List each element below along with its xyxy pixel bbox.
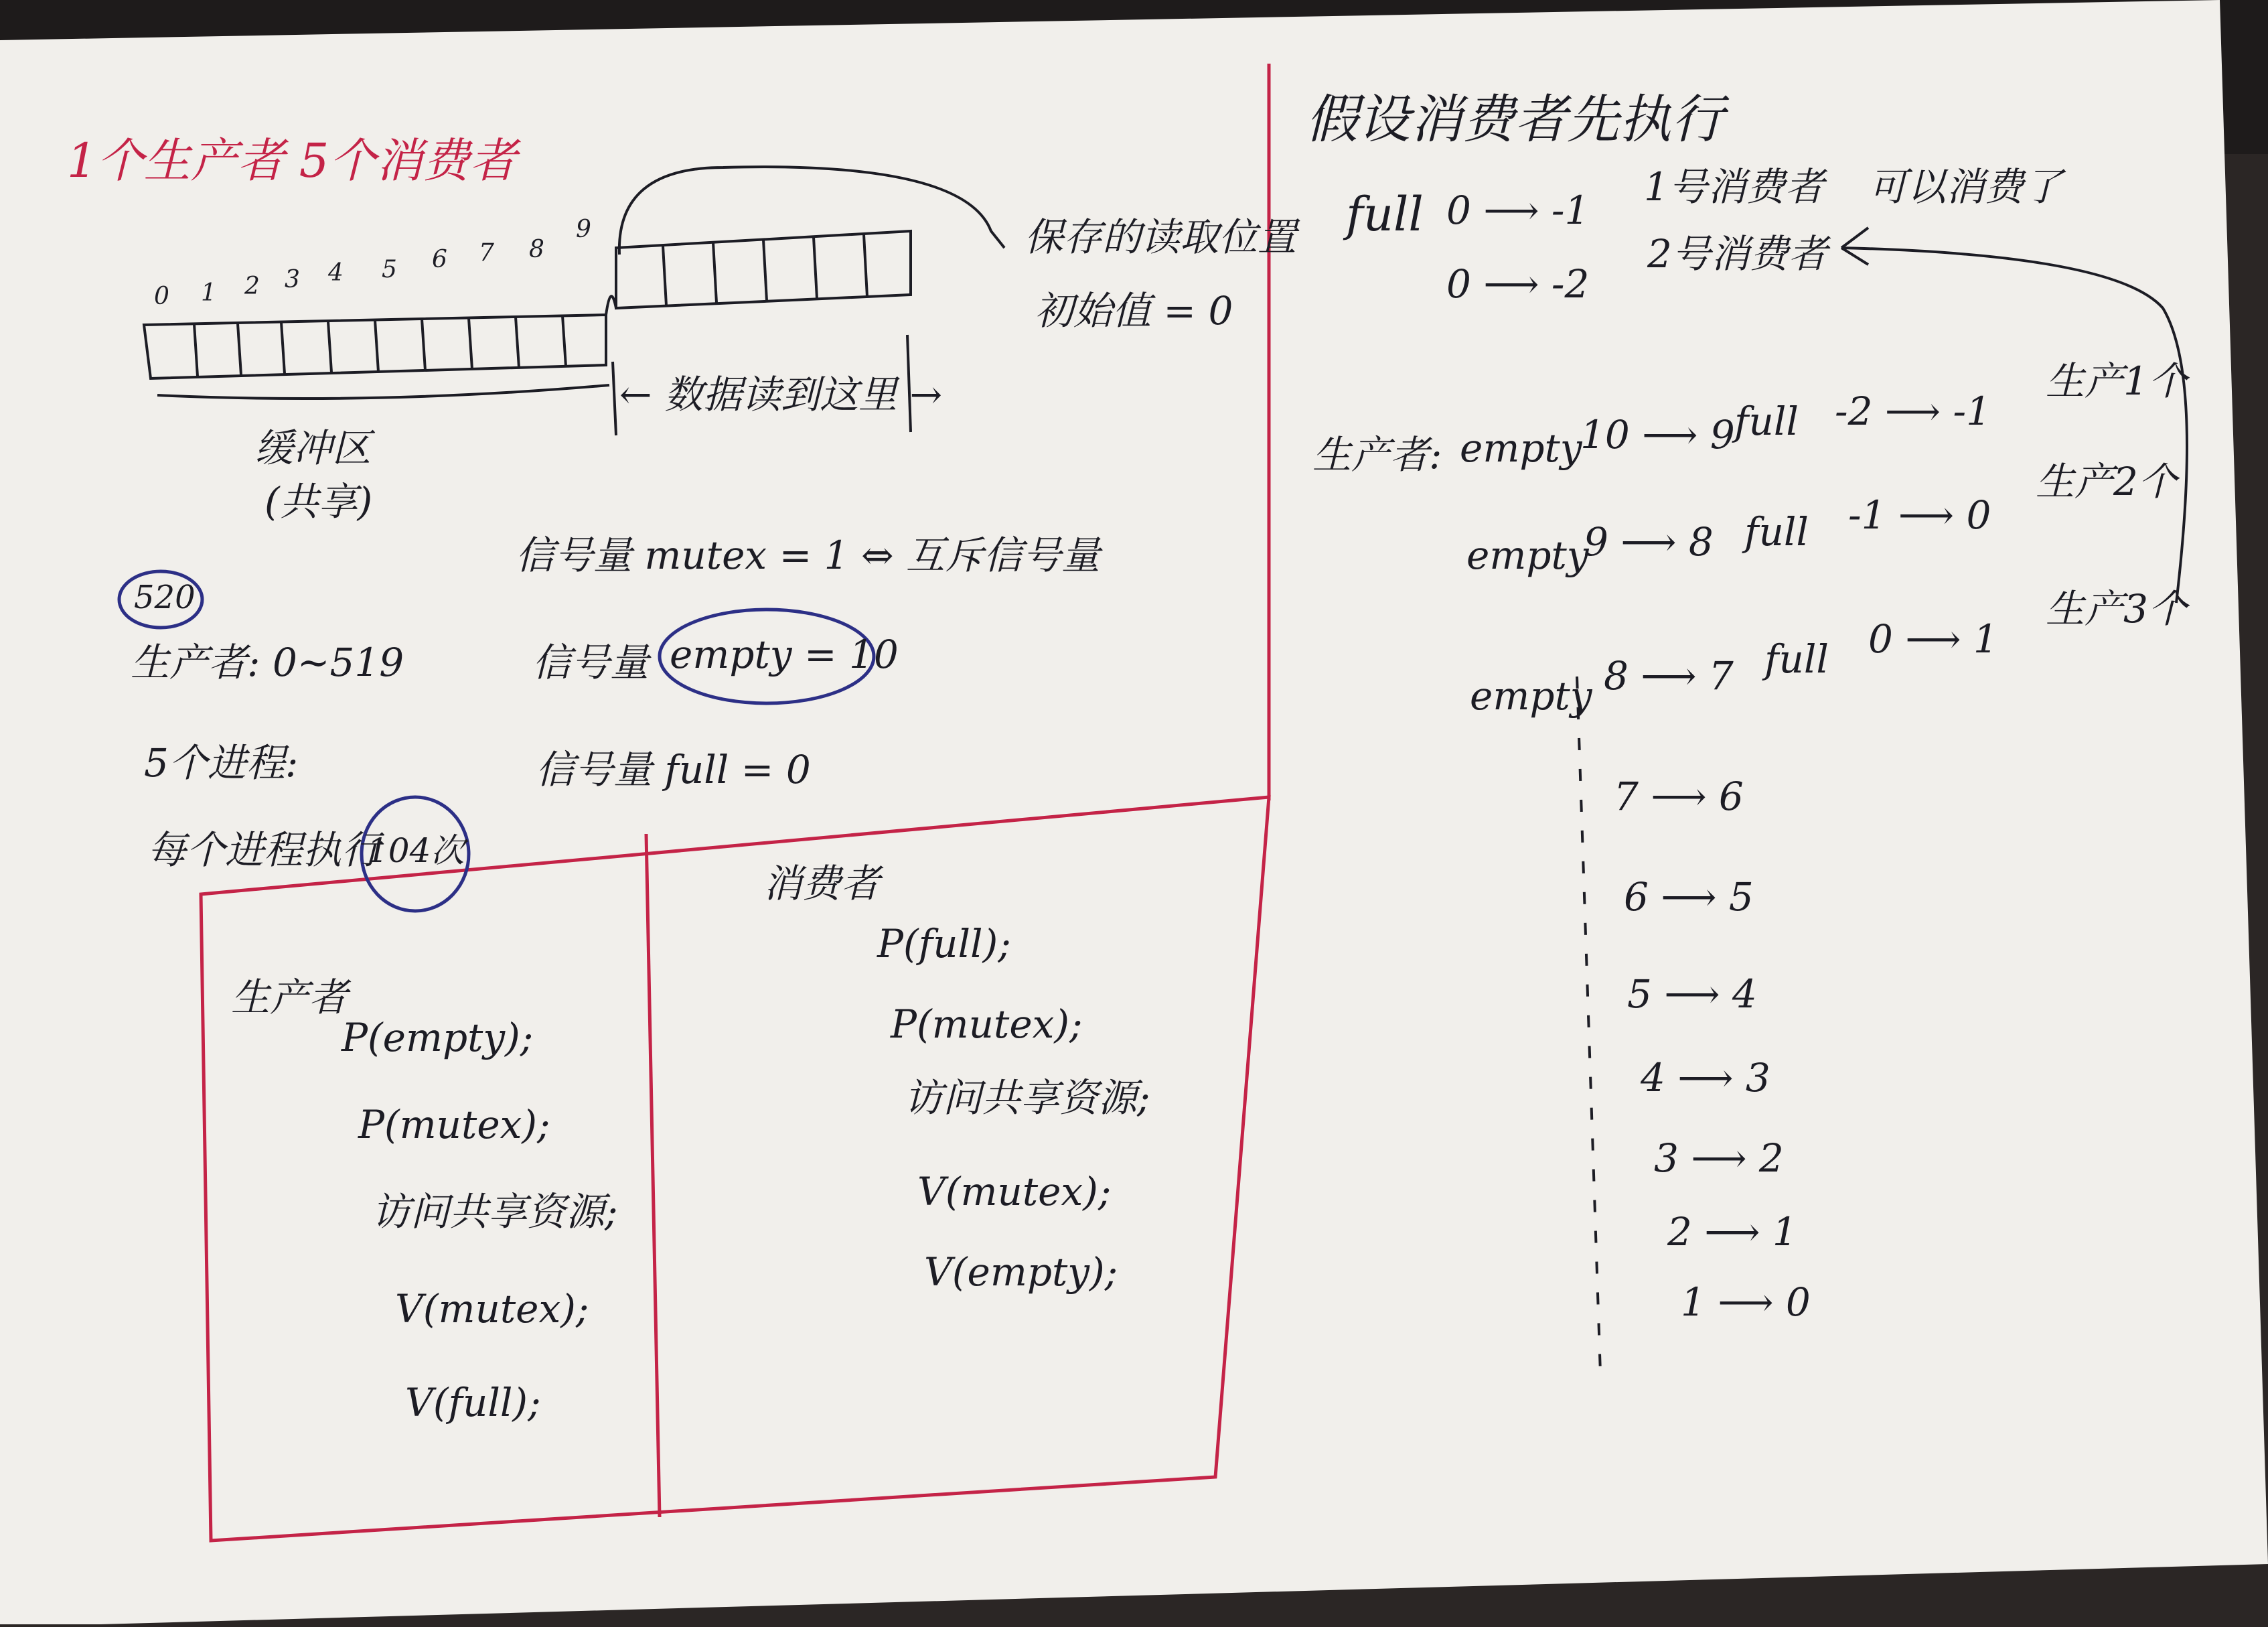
producer-label-right: 生产者: bbox=[1312, 432, 1442, 478]
buffer-index: 5 bbox=[382, 256, 397, 283]
data-stop-note: ← 数据读到这里 → bbox=[619, 372, 943, 417]
producer-line: 访问共享资源; bbox=[372, 1189, 618, 1234]
countdown-row: 4 ⟶ 3 bbox=[1641, 1055, 1770, 1101]
full-label: full bbox=[1744, 509, 1809, 555]
buffer-shared-label: (共享) bbox=[264, 479, 373, 524]
buffer-index: 4 bbox=[328, 259, 344, 287]
circled-104: 104次 bbox=[367, 831, 465, 870]
per-process-run: 每个进程执行 bbox=[147, 827, 381, 873]
buffer-index: 6 bbox=[432, 246, 447, 273]
buffer-index: 8 bbox=[529, 236, 544, 263]
five-processes: 5个进程: bbox=[144, 740, 299, 786]
buffer-index: 2 bbox=[244, 273, 260, 300]
empty-label: empty bbox=[1466, 533, 1589, 578]
consumer-line: P(full); bbox=[877, 921, 1011, 967]
full-label: full bbox=[1764, 636, 1829, 682]
consumer-box-title: 消费者 bbox=[763, 861, 881, 906]
empty-value: 10 ⟶ 9 bbox=[1580, 412, 1735, 457]
consumer-label: 2号消费者 bbox=[1647, 231, 1827, 277]
full-row: 0 ⟶ -2 bbox=[1446, 261, 1590, 307]
initial-value: 初始值 = 0 bbox=[1035, 288, 1233, 334]
empty-label: empty bbox=[1460, 425, 1582, 471]
full-value: 0 ⟶ 1 bbox=[1868, 616, 1998, 662]
countdown-row: 2 ⟶ 1 bbox=[1667, 1209, 1797, 1255]
circled-520: 520 bbox=[134, 579, 196, 616]
buffer-index: 3 bbox=[285, 266, 300, 293]
buffer-index: 1 bbox=[201, 279, 216, 307]
buffer-index: 0 bbox=[154, 283, 169, 310]
countdown-row: 1 ⟶ 0 bbox=[1681, 1279, 1811, 1325]
consumer-line: P(mutex); bbox=[891, 1001, 1083, 1047]
wake-label: 可以消费了 bbox=[1868, 164, 2063, 210]
title-producers-consumers: 1个生产者 5个消费者 bbox=[67, 133, 517, 188]
countdown-row: 6 ⟶ 5 bbox=[1624, 874, 1754, 920]
producer-line: V(full); bbox=[405, 1380, 541, 1425]
right-title: 假设消费者先执行 bbox=[1306, 90, 1724, 150]
buffer-label: 缓冲区 bbox=[254, 425, 372, 471]
semaphore-empty: empty = 10 bbox=[670, 632, 899, 677]
empty-value: 8 ⟶ 7 bbox=[1604, 653, 1734, 699]
produce-note: 生产2个 bbox=[2036, 459, 2177, 504]
countdown-row: 7 ⟶ 6 bbox=[1614, 774, 1744, 819]
empty-label: empty bbox=[1470, 673, 1592, 719]
full-value: -2 ⟶ -1 bbox=[1835, 388, 1991, 434]
consumer-line: 访问共享资源; bbox=[904, 1075, 1150, 1121]
empty-value: 9 ⟶ 8 bbox=[1584, 519, 1714, 565]
countdown-row: 3 ⟶ 2 bbox=[1654, 1135, 1784, 1181]
consumer-line: V(empty); bbox=[924, 1249, 1118, 1295]
buffer-index: 9 bbox=[576, 216, 591, 243]
producer-line: V(mutex); bbox=[395, 1286, 589, 1332]
full-label: full bbox=[1734, 399, 1799, 444]
consumer-label: 1号消费者 bbox=[1644, 164, 1824, 210]
semaphore-full: 信号量 full = 0 bbox=[536, 747, 811, 792]
semaphore-empty-label: 信号量 bbox=[532, 640, 650, 685]
full-row: 0 ⟶ -1 bbox=[1446, 188, 1590, 233]
produce-note: 生产1个 bbox=[2046, 358, 2187, 404]
consumer-line: V(mutex); bbox=[917, 1169, 1112, 1214]
producer-range: 生产者: 0~519 bbox=[131, 640, 404, 685]
producer-box-title: 生产者 bbox=[231, 975, 348, 1020]
buffer-index: 7 bbox=[479, 239, 494, 267]
produce-note: 生产3个 bbox=[2046, 586, 2187, 632]
semaphore-mutex: 信号量 mutex = 1 ⇔ 互斥信号量 bbox=[516, 533, 1100, 578]
full-value: -1 ⟶ 0 bbox=[1848, 492, 1991, 538]
pointer-label: 保存的读取位置 bbox=[1025, 214, 1297, 260]
producer-line: P(empty); bbox=[342, 1015, 534, 1060]
countdown-row: 5 ⟶ 4 bbox=[1627, 971, 1757, 1017]
producer-line: P(mutex); bbox=[358, 1102, 550, 1147]
full-label: full bbox=[1346, 187, 1424, 242]
